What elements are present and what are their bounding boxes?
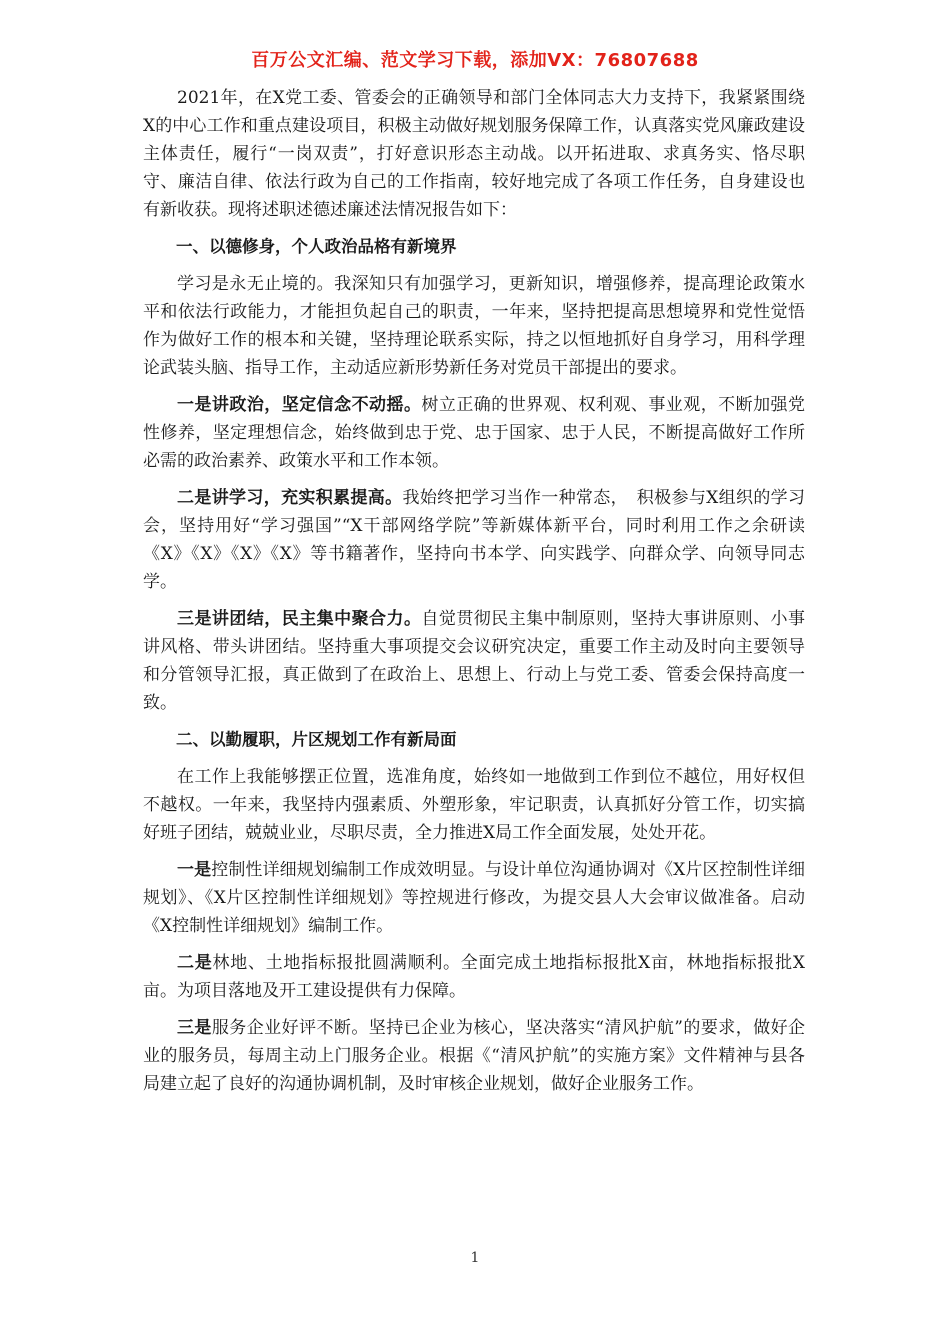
paragraph-lead: 一是 <box>177 860 212 880</box>
paragraph-unity <box>143 605 805 717</box>
paragraph-planning <box>143 856 805 940</box>
paragraph-lead: 三是 <box>177 1018 212 1038</box>
paragraph-body: 我始终把学习当作一种常态， 积极参与X组织的学习会，坚持用好“学习强国”“X干部网络学院”等新媒体新平台，同时利用工作之余研读《X》《X》《X》《X》等书籍著作，坚持向书本学、向实践学、向群众学、向领导同志学。 <box>143 488 806 592</box>
watermark-banner: 百万公文汇编、范文学习下载，添加VX：76807688 <box>251 50 699 71</box>
paragraph-lead: 一是讲政治，坚定信念不动摇。 <box>177 395 422 415</box>
paragraph-lead: 二是 <box>177 953 213 973</box>
paragraph-body: 控制性详细规划编制工作成效明显。与设计单位沟通协调对《X片区控制性详细规划》、《X片区控制性详细规划》等控规进行修改，为提交县人大会审议做准备。启动《X控制性详细规划》编制工作。 <box>143 860 805 936</box>
paragraph-lead: 二是讲学习，充实积累提高。 <box>177 488 403 508</box>
paragraph-body: 林地、土地指标报批圆满顺利。全面完成土地指标报批X亩，林地指标报批X亩。为项目落地及开工建设提供有力保障。 <box>143 953 805 1001</box>
paragraph-body: 自觉贯彻民主集中制原则，坚持大事讲原则、小事讲风格、带头讲团结。坚持重大事项提交会议研究决定，重要工作主动及时向主要领导和分管领导汇报，真正做到了在政治上、思想上、行动上与党工委、管委会保持高度一致。 <box>143 609 806 713</box>
paragraph-duty: 在工作上我能够摆正位置，选准角度，始终如一地做到工作到位不越位，用好权但不越权。一年来，我坚持内强素质、外塑形象，牢记职责，认真抓好分管工作，切实搞好班子团结，兢兢业业，尽职尽责，全力推进X局工作全面发展，处处开花。 <box>143 767 805 843</box>
paragraph-service <box>143 1014 805 1098</box>
section-heading-2: 二、以勤履职，片区规划工作有新局面 <box>176 730 457 749</box>
document-body <box>143 84 805 1107</box>
paragraph-politics <box>143 391 805 475</box>
paragraph-body: 树立正确的世界观、权利观、事业观，不断加强党性修养，坚定理想信念，始终做到忠于党、忠于国家、忠于人民，不断提高做好工作所必需的政治素养、政策水平和工作本领。 <box>143 395 806 471</box>
paragraph-learning <box>143 484 805 596</box>
paragraph-body: 服务企业好评不断。坚持已企业为核心，坚决落实“清风护航”的要求，做好企业的服务员，每周主动上门服务企业。根据《“清风护航”的实施方案》文件精神与县各局建立起了良好的沟通协调机制，及时审核企业规划，做好企业服务工作。 <box>143 1018 805 1094</box>
paragraph-land <box>143 949 805 1005</box>
page-number: 1 <box>470 1250 480 1266</box>
section-heading-1: 一、以德修身，个人政治品格有新境界 <box>176 237 457 256</box>
paragraph-lead: 三是讲团结，民主集中聚合力。 <box>177 609 422 629</box>
paragraph-study: 学习是永无止境的。我深知只有加强学习，更新知识，增强修养，提高理论政策水平和依法行政能力，才能担负起自己的职责，一年来，坚持把提高思想境界和党性觉悟作为做好工作的根本和关键，坚持理论联系实际，持之以恒地抓好自身学习，用科学理论武装头脑、指导工作，主动适应新形势新任务对党员干部提出的要求。 <box>143 274 805 378</box>
intro-paragraph: 2021年，在X党工委、管委会的正确领导和部门全体同志大力支持下，我紧紧围绕X的中心工作和重点建设项目，积极主动做好规划服务保障工作，认真落实党风廉政建设主体责任，履行“一岗双责”，打好意识形态主动战。以开拓进取、求真务实、恪尽职守、廉洁自律、依法行政为自己的工作指南，较好地完成了各项工作任务，自身建设也有新收获。现将述职述德述廉述法情况报告如下： <box>143 88 805 220</box>
